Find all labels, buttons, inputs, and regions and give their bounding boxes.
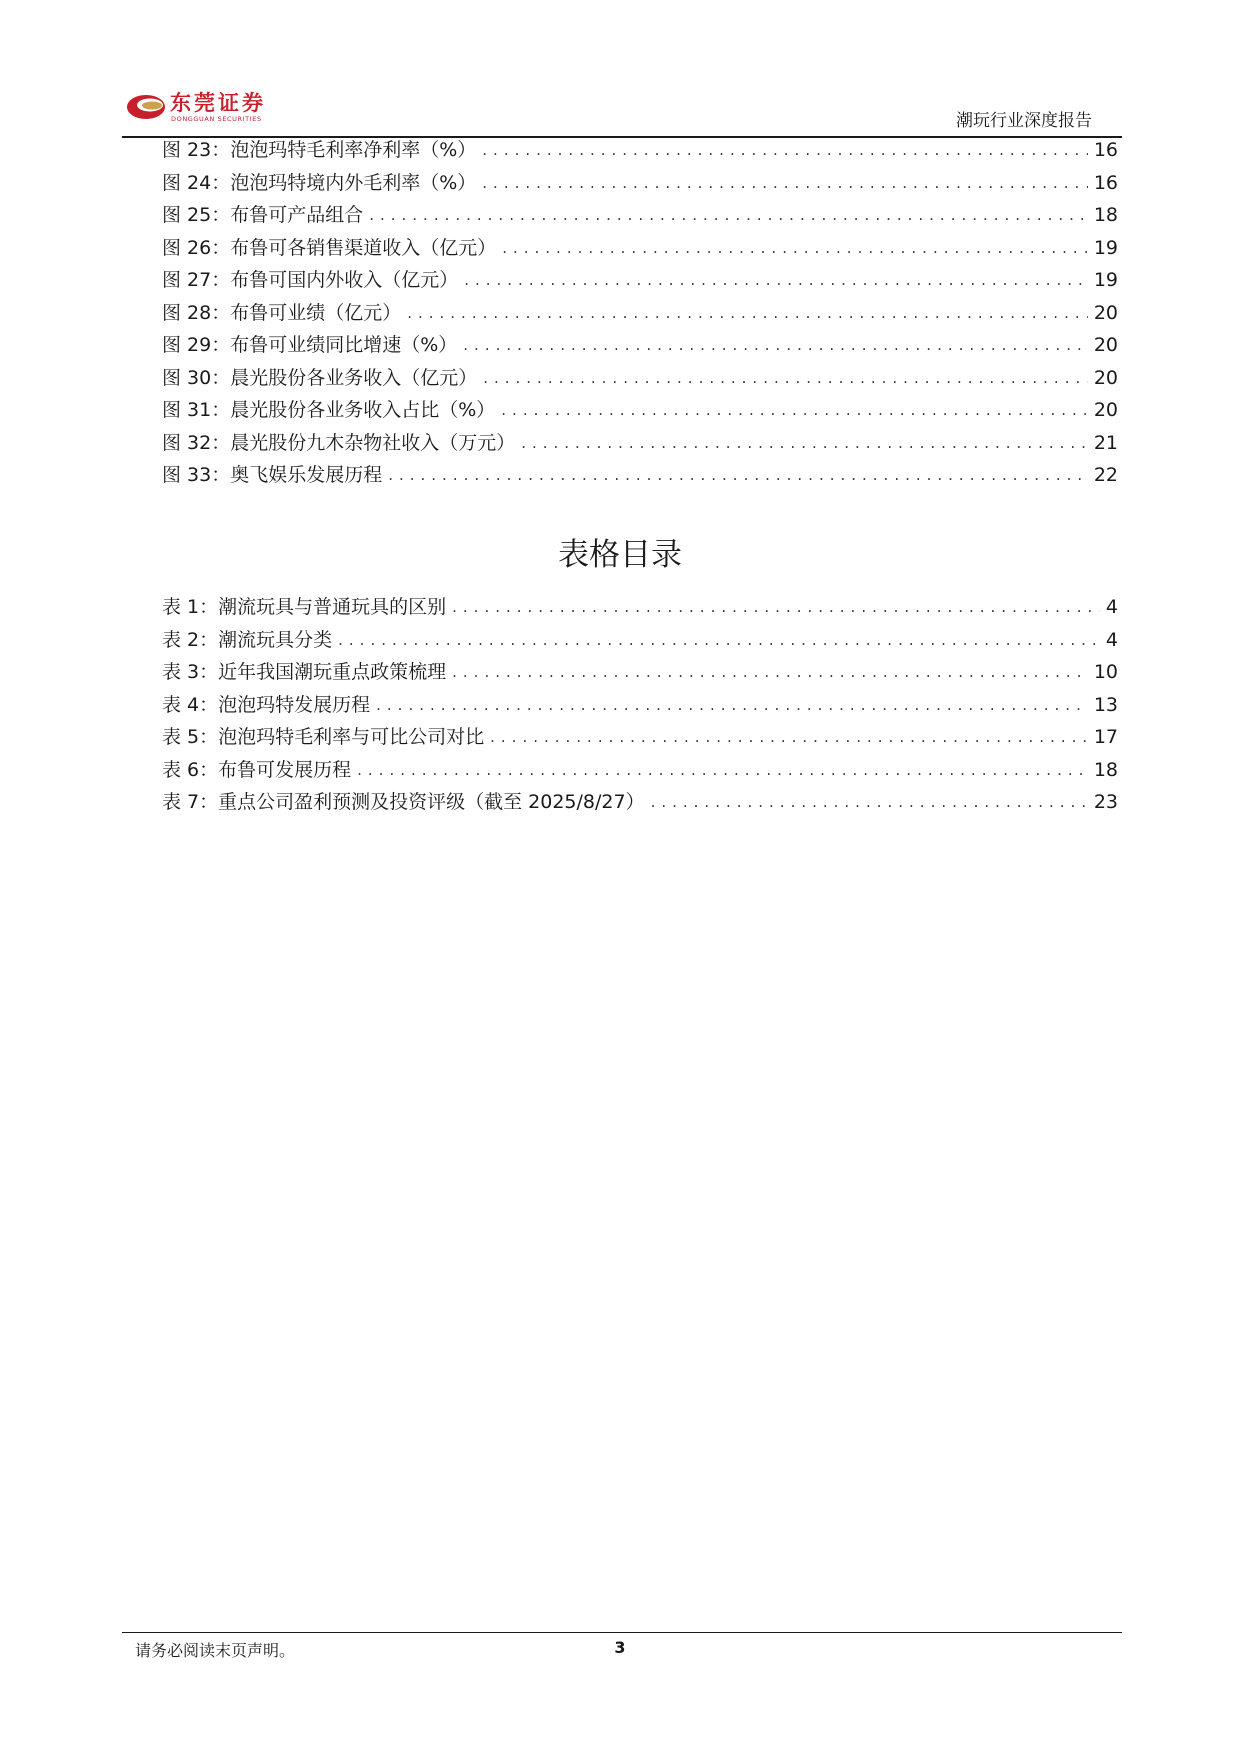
footer-divider	[122, 1632, 1122, 1633]
toc-entry-label: 图 27：布鲁可国内外收入（亿元）	[162, 269, 459, 291]
toc-leader-dots	[407, 298, 1088, 328]
figure-toc-entry[interactable]	[162, 168, 1118, 198]
figure-toc-entry[interactable]	[162, 200, 1118, 230]
figure-toc-entry[interactable]	[162, 135, 1118, 165]
toc-entry-label: 图 30：晨光股份各业务收入（亿元）	[162, 367, 478, 389]
toc-leader-dots	[502, 233, 1088, 263]
toc-leader-dots	[464, 265, 1088, 295]
logo-text: 东莞证券	[170, 90, 266, 115]
toc-leader-dots	[338, 625, 1100, 655]
toc-leader-dots	[452, 592, 1100, 622]
toc-entry-label: 图 33：奥飞娱乐发展历程	[162, 464, 383, 486]
toc-entry-page: 19	[1093, 269, 1118, 291]
table-toc-entry[interactable]	[162, 755, 1118, 785]
toc-entry-label: 图 24：泡泡玛特境内外毛利率（%）	[162, 172, 477, 194]
toc-entry-label: 图 25：布鲁可产品组合	[162, 204, 364, 226]
toc-entry-page: 22	[1093, 464, 1118, 486]
toc-entry-label: 图 29：布鲁可业绩同比增速（%）	[162, 334, 458, 356]
table-toc-entry[interactable]	[162, 787, 1118, 817]
figure-toc-entry[interactable]	[162, 395, 1118, 425]
toc-entry-label: 表 4：泡泡玛特发展历程	[162, 694, 371, 716]
table-toc-entry[interactable]	[162, 657, 1118, 687]
figure-toc-entry[interactable]	[162, 233, 1118, 263]
toc-entry-page: 19	[1093, 237, 1118, 259]
table-toc-entry[interactable]	[162, 722, 1118, 752]
toc-entry-label: 图 28：布鲁可业绩（亿元）	[162, 302, 402, 324]
toc-entry-page: 20	[1093, 367, 1118, 389]
footer-disclaimer: 请务必阅读末页声明。	[135, 1641, 296, 1660]
toc-leader-dots	[490, 722, 1088, 752]
table-toc-heading: 表格目录	[558, 537, 682, 573]
logo-emblem-icon	[126, 92, 166, 122]
toc-leader-dots	[483, 363, 1088, 393]
toc-leader-dots	[482, 135, 1088, 165]
toc-entry-page: 16	[1093, 139, 1118, 161]
toc-leader-dots	[463, 330, 1088, 360]
toc-entry-label: 表 5：泡泡玛特毛利率与可比公司对比	[162, 726, 485, 748]
toc-leader-dots	[376, 690, 1088, 720]
toc-entry-label: 表 6：布鲁可发展历程	[162, 759, 352, 781]
toc-leader-dots	[452, 657, 1088, 687]
figure-toc-entry[interactable]	[162, 428, 1118, 458]
toc-entry-page: 17	[1093, 726, 1118, 748]
toc-leader-dots	[651, 787, 1088, 817]
toc-entry-page: 23	[1093, 791, 1118, 813]
figure-toc-entry[interactable]	[162, 460, 1118, 490]
toc-entry-label: 表 7：重点公司盈利预测及投资评级（截至 2025/8/27）	[162, 791, 645, 813]
figure-toc-entry[interactable]	[162, 265, 1118, 295]
toc-entry-page: 10	[1093, 661, 1118, 683]
toc-leader-dots	[388, 460, 1088, 490]
toc-entry-page: 4	[1105, 629, 1118, 651]
toc-entry-label: 图 26：布鲁可各销售渠道收入（亿元）	[162, 237, 497, 259]
page-number: 3	[614, 1638, 626, 1657]
figure-toc-entry[interactable]	[162, 298, 1118, 328]
logo-subtext: DONGGUAN SECURITIES	[171, 115, 262, 123]
toc-leader-dots	[357, 755, 1088, 785]
toc-entry-page: 20	[1093, 399, 1118, 421]
toc-entry-page: 20	[1093, 334, 1118, 356]
toc-leader-dots	[501, 395, 1088, 425]
toc-entry-label: 表 2：潮流玩具分类	[162, 629, 333, 651]
toc-entry-page: 16	[1093, 172, 1118, 194]
toc-entry-label: 图 31：晨光股份各业务收入占比（%）	[162, 399, 496, 421]
table-toc-entry[interactable]	[162, 690, 1118, 720]
toc-entry-label: 图 23：泡泡玛特毛利率净利率（%）	[162, 139, 477, 161]
toc-entry-label: 表 1：潮流玩具与普通玩具的区别	[162, 596, 447, 618]
toc-entry-page: 18	[1093, 759, 1118, 781]
figure-toc-entry[interactable]	[162, 330, 1118, 360]
toc-leader-dots	[369, 200, 1088, 230]
toc-entry-page: 21	[1093, 432, 1118, 454]
toc-entry-page: 20	[1093, 302, 1118, 324]
toc-entry-page: 13	[1093, 694, 1118, 716]
toc-entry-page: 18	[1093, 204, 1118, 226]
table-toc-entry[interactable]	[162, 625, 1118, 655]
toc-leader-dots	[521, 428, 1088, 458]
toc-entry-page: 4	[1105, 596, 1118, 618]
table-toc-entry[interactable]	[162, 592, 1118, 622]
report-title: 潮玩行业深度报告	[956, 111, 1092, 131]
toc-entry-label: 图 32：晨光股份九木杂物社收入（万元）	[162, 432, 516, 454]
figure-toc-entry[interactable]	[162, 363, 1118, 393]
company-logo	[126, 92, 326, 126]
toc-entry-label: 表 3：近年我国潮玩重点政策梳理	[162, 661, 447, 683]
toc-leader-dots	[482, 168, 1088, 198]
